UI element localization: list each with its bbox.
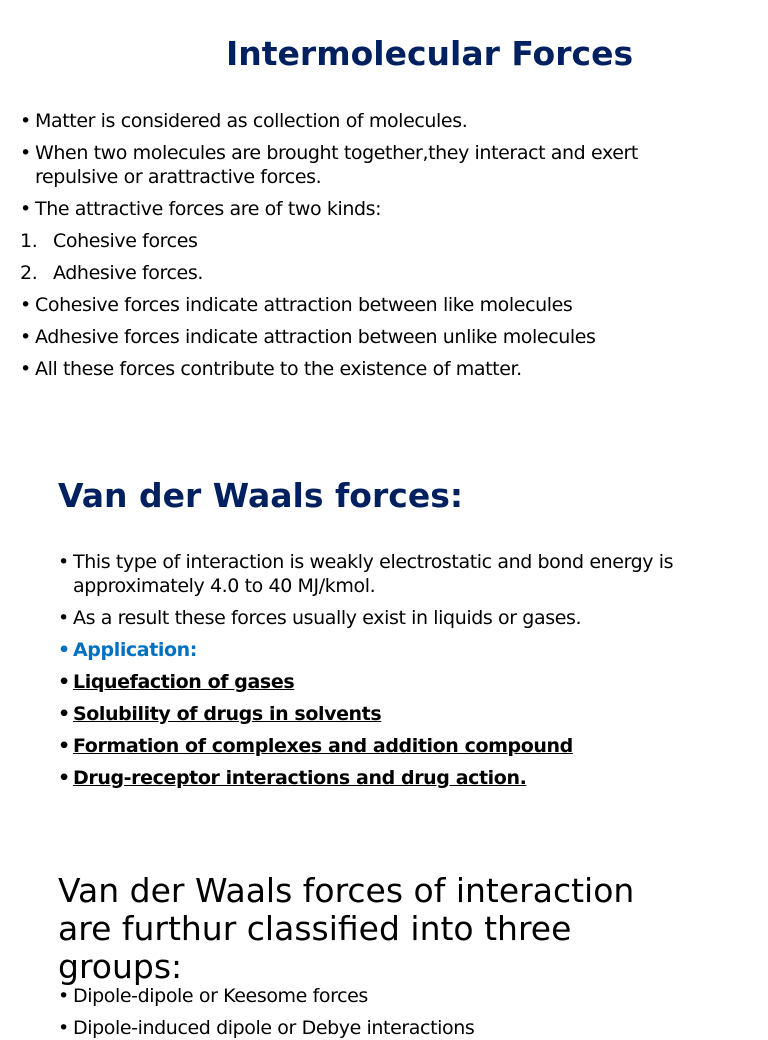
bullet-list [58,984,698,1040]
list-item: • The attractive forces are of two kinds: [20,198,382,220]
list-item: • When two molecules are brought together,they interact and exert repulsive or arattractive forces. [20,142,638,188]
bullet-list [20,109,660,381]
slide-title: Van der Waals forces: [58,476,464,515]
slide-intermolecular-forces [0,0,768,420]
list-item: • Solubility of drugs in solvents [58,703,382,725]
list-item: • Adhesive forces indicate attraction between unlike molecules [20,326,596,348]
list-item: • As a result these forces usually exist in liquids or gases. [58,607,582,629]
slide-van-der-waals-classification [0,860,768,1039]
list-item: • Formation of complexes and addition compound [58,735,573,757]
list-item: • Dipole-induced dipole or Debye interactions [58,1017,475,1039]
list-item: 2. Adhesive forces. [20,262,203,284]
list-item: • This type of interaction is weakly electrostatic and bond energy is approximately 4.0 to 40 MJ/kmol. [58,551,674,597]
bullet-list [58,550,698,790]
slide-title: Intermolecular Forces [226,34,634,73]
list-item: • Dipole-dipole or Keesome forces [58,985,368,1007]
slide-van-der-waals-forces [0,440,768,830]
slide-heading: Van der Waals forces of interaction are furthur classified into three groups: [58,871,635,986]
list-item: • Drug-receptor interactions and drug action. [58,767,527,789]
list-item: • Cohesive forces indicate attraction between like molecules [20,294,573,316]
list-item: • Liquefaction of gases [58,671,295,693]
list-item: 1. Cohesive forces [20,230,198,252]
list-item-application: • Application: [58,639,197,661]
list-item: • Matter is considered as collection of molecules. [20,110,468,132]
list-item: • All these forces contribute to the existence of matter. [20,358,522,380]
